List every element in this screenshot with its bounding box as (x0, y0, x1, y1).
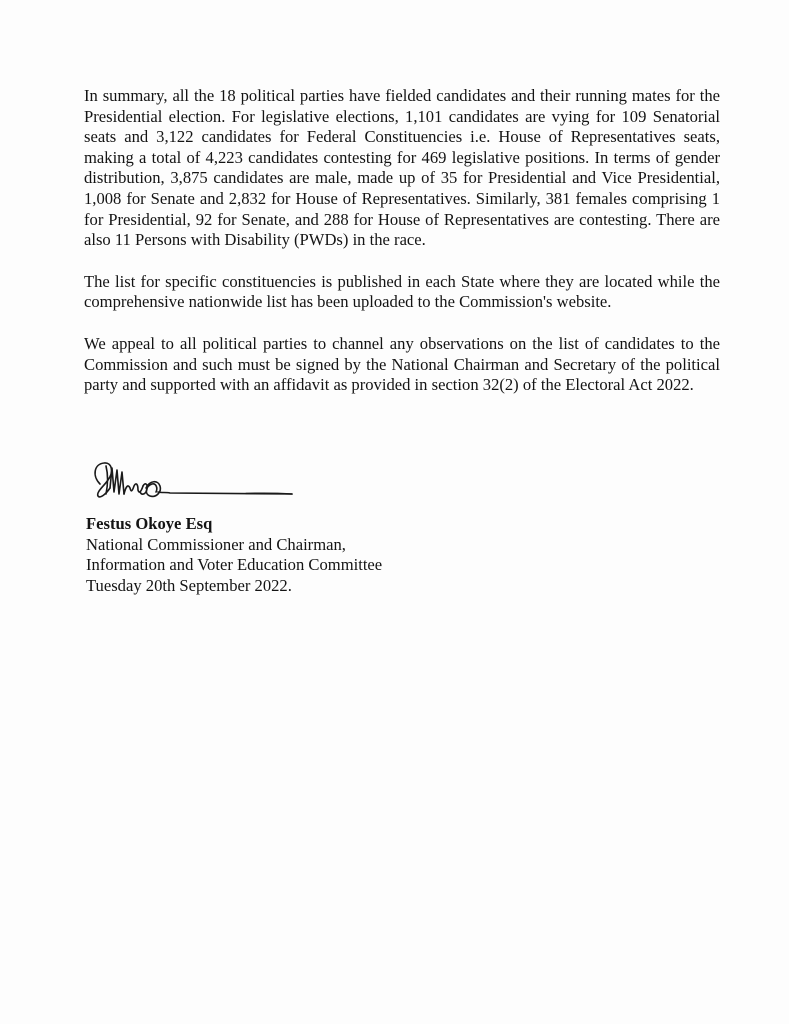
signer-title-line-1: National Commissioner and Chairman, (86, 534, 346, 554)
signer-title-line-2: Information and Voter Education Committee (86, 555, 383, 575)
summary-paragraph: In summary, all the 18 political parties have fielded candidates and their running mates for the Presidential election. For legislative elections, 1,101 candidates are vying for 109 Senatorial seats and 3,122 candidates for Federal Constituencies i.e. House of Representatives seats, making a total of 4,223 candidates contesting for 469 legislative positions. In terms of gender distribution, 3,875 candidates are male, made up of 35 for Presidential and Vice Presidential, 1,008 for Senate and 2,832 for House of Representatives. Similarly, 381 females comprising 1 for Presidential, 92 for Senate, and 288 for House of Representatives are contesting. There are also 11 Persons with Disability (PWDs) in the race. (84, 86, 720, 250)
signer-name: Festus Okoye Esq (86, 514, 213, 533)
document-body (84, 86, 720, 417)
handwritten-signature (86, 458, 296, 516)
signature-date: Tuesday 20th September 2022. (86, 575, 292, 595)
signature-block (86, 514, 382, 596)
appeal-paragraph: We appeal to all political parties to channel any observations on the list of candidates to the Commission and such must be signed by the National Chairman and Secretary of the political party and supported with an affidavit as provided in section 32(2) of the Electoral Act 2022. (84, 333, 720, 395)
publication-paragraph: The list for specific constituencies is published in each State where they are located while the comprehensive nationwide list has been uploaded to the Commission's website. (84, 271, 720, 312)
